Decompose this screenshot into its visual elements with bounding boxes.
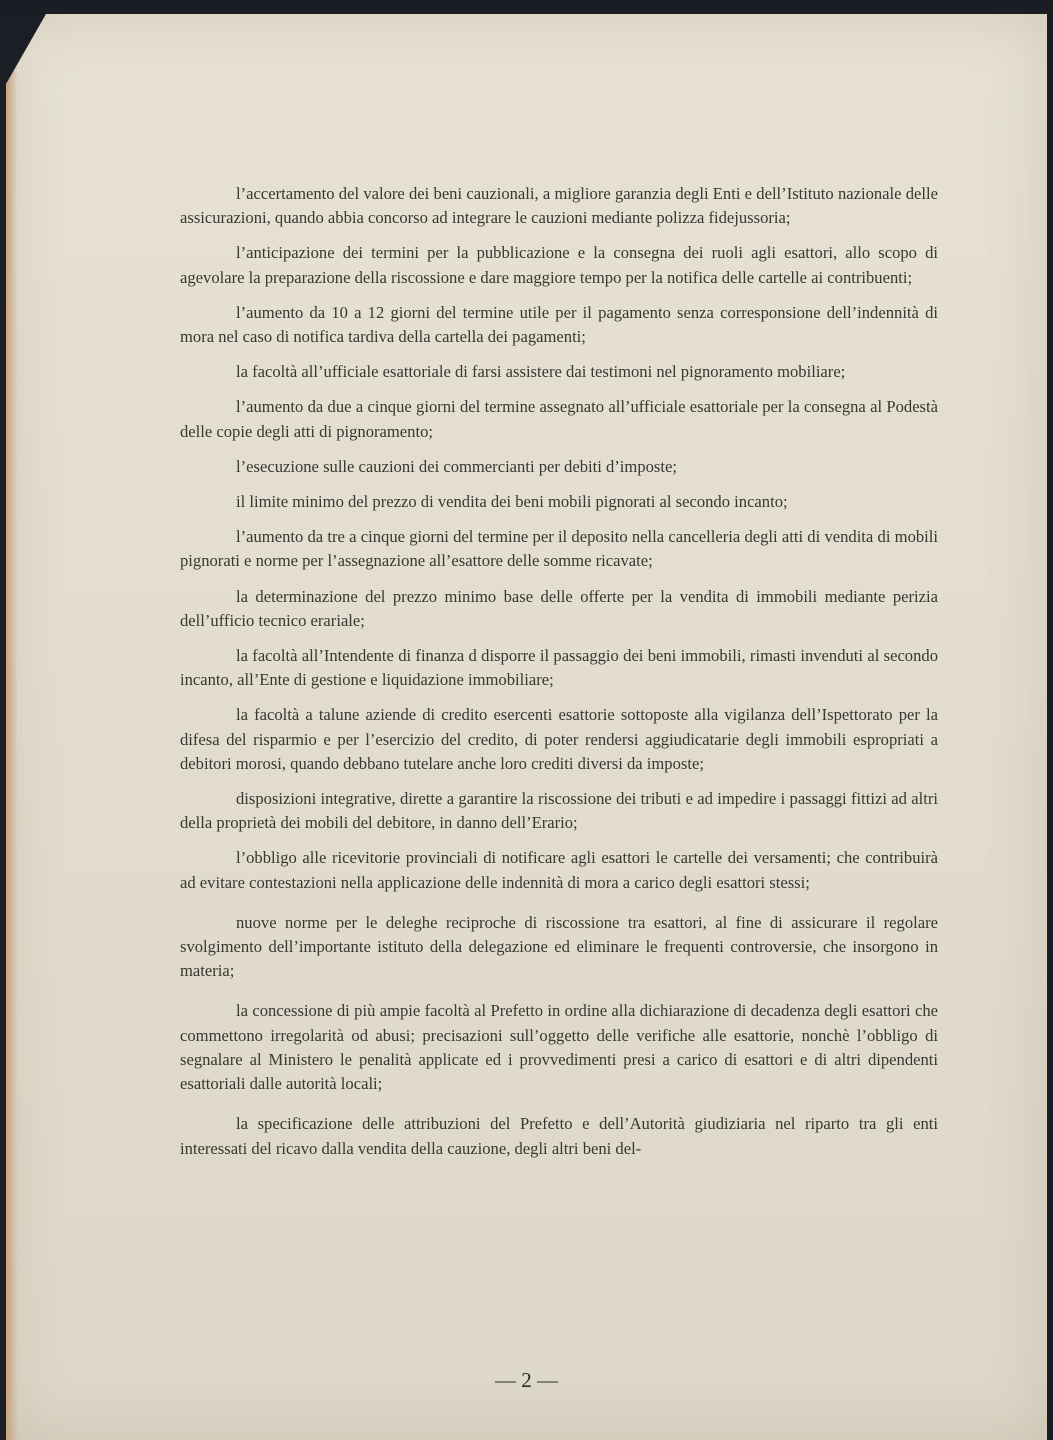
paragraph-limite-minimo: il limite minimo del prezzo di vendita dei beni mobili pignorati al secondo incanto; (236, 492, 788, 512)
paragraph-disposizioni-integrative: disposizioni integrative, dirette a garantire la riscossione dei tributi e ad impedire i passaggi fittizi ad altri della proprietà dei mobili del debitore, in danno dell’Erario; (180, 789, 938, 833)
folded-corner (6, 14, 46, 84)
paragraph-aumento-termine-pagamento: l’aumento da 10 a 12 giorni del termine utile per il pagamento senza corresponsione dell’indennità di mora nel caso di notifica tardiva della cartella dei pagamenti; (180, 302, 938, 347)
paragraph-attribuzioni-prefetto: la specificazione delle attribuzioni del Prefetto e dell’Autorità giudiziaria nel riparto tra gli enti interessati del ricavo dalla vendita della cauzione, degli altri beni del- (180, 1114, 938, 1158)
paragraph-deposito-cancelleria: l’aumento da tre a cinque giorni del termine per il deposito nella cancelleria degli atti di vendita di mobili pignorati e norme per l’assegnazione all’esattore delle somme ricavate; (180, 527, 938, 571)
paragraph-anticipazione-termini: l’anticipazione dei termini per la pubblicazione e la consegna dei ruoli agli esattori, allo scopo di agevolare la preparazione della riscossione e dare maggiore tempo per la notifica delle cartelle ai contribuenti; (180, 243, 938, 287)
document-page (6, 14, 1047, 1440)
paragraph-ricevitorie-provinciali: l’obbligo alle ricevitorie provinciali di notificare agli esattori le cartelle dei versamenti; che contribuirà ad evitare contestazioni nella applicazione delle indennità di mora a carico degli esattori stessi; (180, 848, 938, 892)
document-body (180, 182, 938, 1172)
page-edge-stain (6, 14, 18, 1440)
paragraph-cauzioni: l’accertamento del valore dei beni cauzionali, a migliore garanzia degli Enti e dell’Istituto nazionale delle assicurazioni, quando abbia concorso ad integrare le cauzioni mediante polizza fidejussoria; (180, 184, 938, 228)
paragraph-consegna-podesta: l’aumento da due a cinque giorni del termine assegnato all’ufficiale esattoriale per la consegna al Podestà delle copie degli atti di pignoramento; (180, 397, 938, 441)
paragraph-deleghe-reciproche: nuove norme per le deleghe reciproche di riscossione tra esattori, al fine di assicurare il regolare svolgimento dell’importante istituto della delegazione ed eliminare le frequenti controversie, che insorgono in materia; (180, 912, 938, 981)
paragraph-esecuzione-cauzioni: l’esecuzione sulle cauzioni dei commercianti per debiti d’imposte; (236, 456, 677, 476)
page-number: — 2 — (495, 1368, 558, 1392)
paragraph-prezzo-minimo-immobili: la determinazione del prezzo minimo base delle offerte per la vendita di immobili mediante perizia dell’ufficio tecnico erariale; (180, 586, 938, 630)
paragraph-facolta-prefetto: la concessione di più ampie facoltà al Prefetto in ordine alla dichiarazione di decadenza degli esattori che commettono irregolarità od abusi; precisazioni sull’oggetto delle verifiche alle esattorie, nonchè l’obbligo di segnalare al Ministero le penalità applicate ed i provvedimenti presi a carico di esattori e di altri dipendenti esattoriali dalle autorità locali; (180, 1001, 938, 1094)
paragraph-facolta-testimoni: la facoltà all’ufficiale esattoriale di farsi assistere dai testimoni nel pignoramento mobiliare; (236, 362, 846, 382)
paragraph-intendente-finanza: la facoltà all’Intendente di finanza d disporre il passaggio dei beni immobili, rimasti invenduti al secondo incanto, all’Ente di gestione e liquidazione immobiliare; (180, 646, 938, 690)
paragraph-aziende-credito: la facoltà a talune aziende di credito esercenti esattorie sottoposte alla vigilanza dell’Ispettorato per la difesa del risparmio e per l’esercizio del credito, di poter rendersi aggiudicatarie degli immobili espropriati a debitori morosi, quando debbano tutelare anche loro crediti diversi da imposte; (180, 705, 938, 773)
